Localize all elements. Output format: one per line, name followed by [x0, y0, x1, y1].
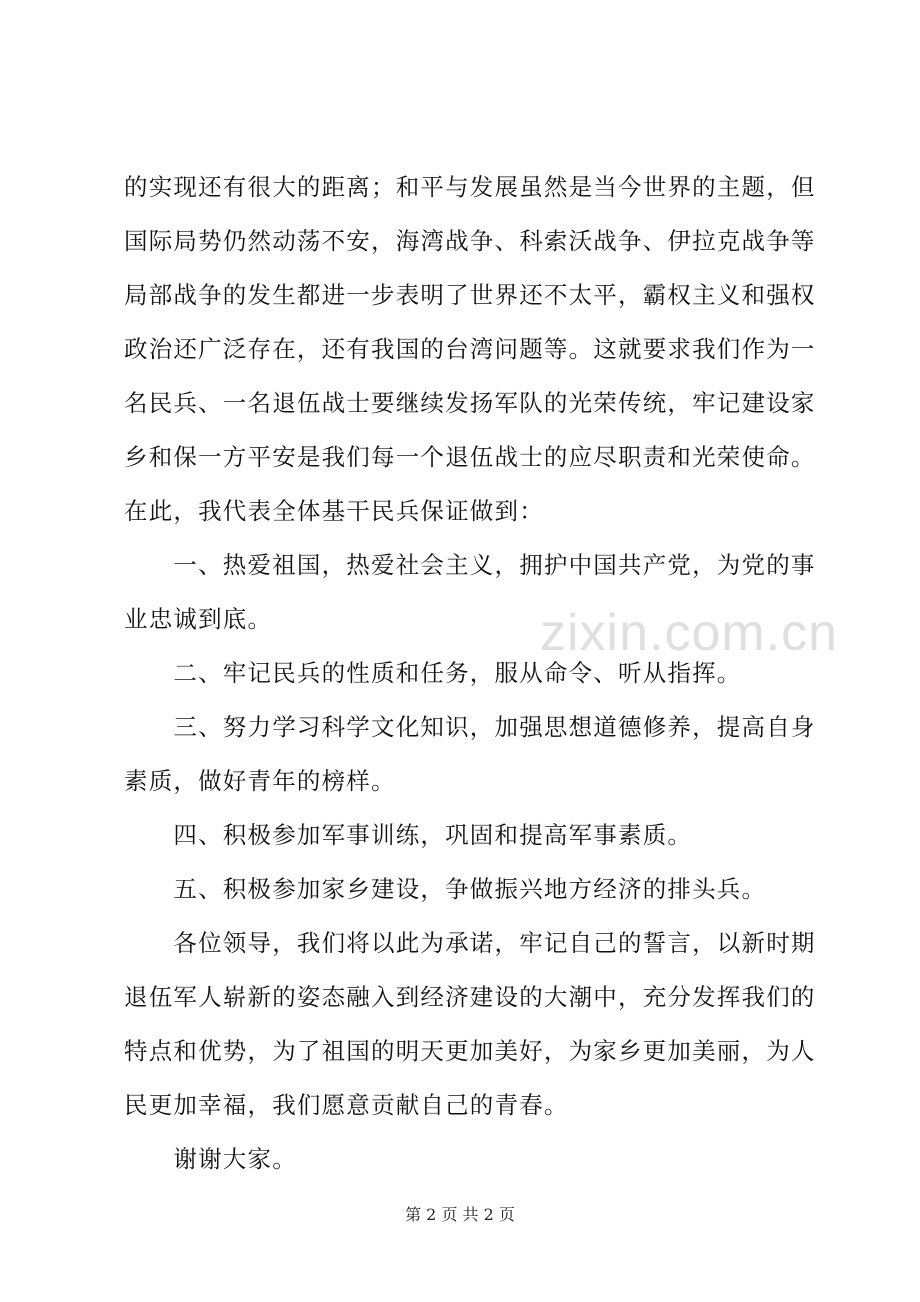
body-text-line: 二、牢记民兵的性质和任务，服从命令、听从指挥。	[124, 659, 742, 687]
body-text-line: 政治还广泛存在，还有我国的台湾问题等。这就要求我们作为一	[124, 335, 816, 363]
body-text-line: 素质，做好青年的榜样。	[124, 767, 396, 795]
body-text-line: 在此，我代表全体基干民兵保证做到：	[124, 497, 544, 525]
page-footer: 第 2 页 共 2 页	[405, 1205, 515, 1224]
body-text-line: 名民兵、一名退伍战士要继续发扬军队的光荣传统，牢记建设家	[124, 389, 816, 417]
body-text-line: 三、努力学习科学文化知识，加强思想道德修养，提高自身	[124, 713, 816, 741]
body-text-line: 各位领导，我们将以此为承诺，牢记自己的誓言，以新时期	[124, 929, 816, 957]
body-text-line: 的实现还有很大的距离；和平与发展虽然是当今世界的主题，但	[124, 173, 816, 201]
body-text-line: 退伍军人崭新的姿态融入到经济建设的大潮中，充分发挥我们的	[124, 983, 816, 1011]
body-text-line: 业忠诚到底。	[124, 605, 273, 633]
body-text-line: 特点和优势，为了祖国的明天更加美好，为家乡更加美丽，为人	[124, 1037, 816, 1065]
watermark: zixin.com.cn	[540, 604, 839, 662]
body-text-line: 一、热爱祖国，热爱社会主义，拥护中国共产党，为党的事	[124, 551, 816, 579]
body-text-line: 局部战争的发生都进一步表明了世界还不太平，霸权主义和强权	[124, 281, 816, 309]
body-text-line: 国际局势仍然动荡不安，海湾战争、科索沃战争、伊拉克战争等	[124, 227, 816, 255]
body-text-line: 四、积极参加军事训练，巩固和提高军事素质。	[124, 821, 693, 849]
body-text-line: 谢谢大家。	[124, 1145, 297, 1173]
body-text-line: 五、积极参加家乡建设，争做振兴地方经济的排头兵。	[124, 875, 767, 903]
body-text-line: 民更加幸福，我们愿意贡献自己的青春。	[124, 1091, 569, 1119]
body-text-line: 乡和保一方平安是我们每一个退伍战士的应尽职责和光荣使命。	[124, 443, 816, 471]
